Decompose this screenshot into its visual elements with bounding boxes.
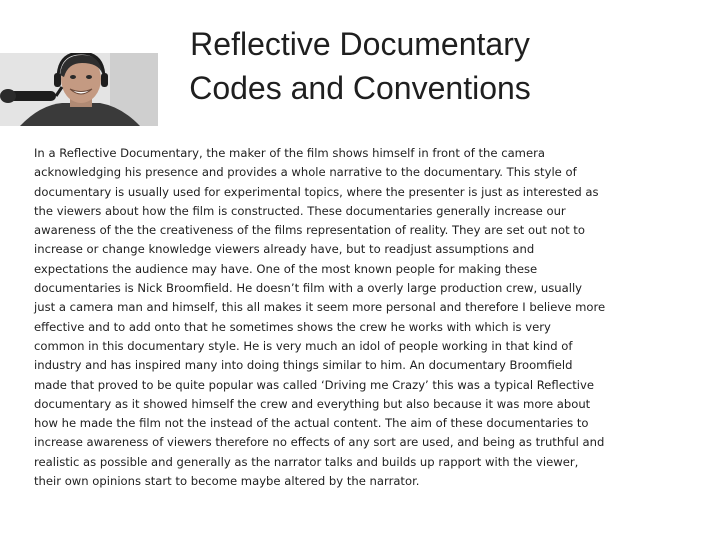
body-line: awareness of the the creativeness of the films representation of reality. They are set out not to [34,223,585,238]
body-line: increase or change knowledge viewers already have, but to readjust assumptions and [34,242,535,257]
body-line: common in this documentary style. He is very much an idol of people working in that kind of [34,338,573,353]
body-paragraph [34,144,674,491]
body-line: made that proved to be quite popular was called ‘Driving me Crazy’ this was a typical Reflective [34,377,594,392]
presenter-with-microphone-photo-icon [0,53,158,126]
body-line: just a camera man and himself, this all makes it seem more personal and therefore I believe more [34,300,606,315]
body-line: documentary as it showed himself the crew and everything but also because it was more about [34,396,591,411]
slide-title [160,22,560,110]
body-line: acknowledging his presence and provides a whole narrative to the documentary. This style of [34,165,577,180]
title-line-2: Codes and Conventions [189,70,531,106]
body-line: expectations the audience may have. One of the most known people for making these [34,261,538,276]
body-line: increase awareness of viewers therefore no effects of any sort are used, and being as truthful and [34,435,605,450]
title-line-1: Reflective Documentary [190,26,530,62]
body-line: documentary is usually used for experimental topics, where the presenter is just as interested as [34,184,599,199]
body-line: realistic as possible and generally as the narrator talks and builds up rapport with the viewer, [34,454,579,469]
body-line: In a Reflective Documentary, the maker of the film shows himself in front of the camera [34,146,545,160]
body-line: how he made the film not the instead of the actual content. The aim of these documentaries to [34,416,589,431]
body-line: the viewers about how the film is constructed. These documentaries generally increase our [34,203,566,218]
body-line: industry and has inspired many into doing things similar to him. An documentary Broomfield [34,358,573,373]
body-line: effective and to add onto that he sometimes shows the crew he works with which is very [34,319,551,334]
body-line: their own opinions start to become maybe altered by the narrator. [34,474,420,489]
body-line: documentaries is Nick Broomfield. He doesn’t film with a overly large production crew, usually [34,281,583,296]
presenter-photo [0,53,158,126]
